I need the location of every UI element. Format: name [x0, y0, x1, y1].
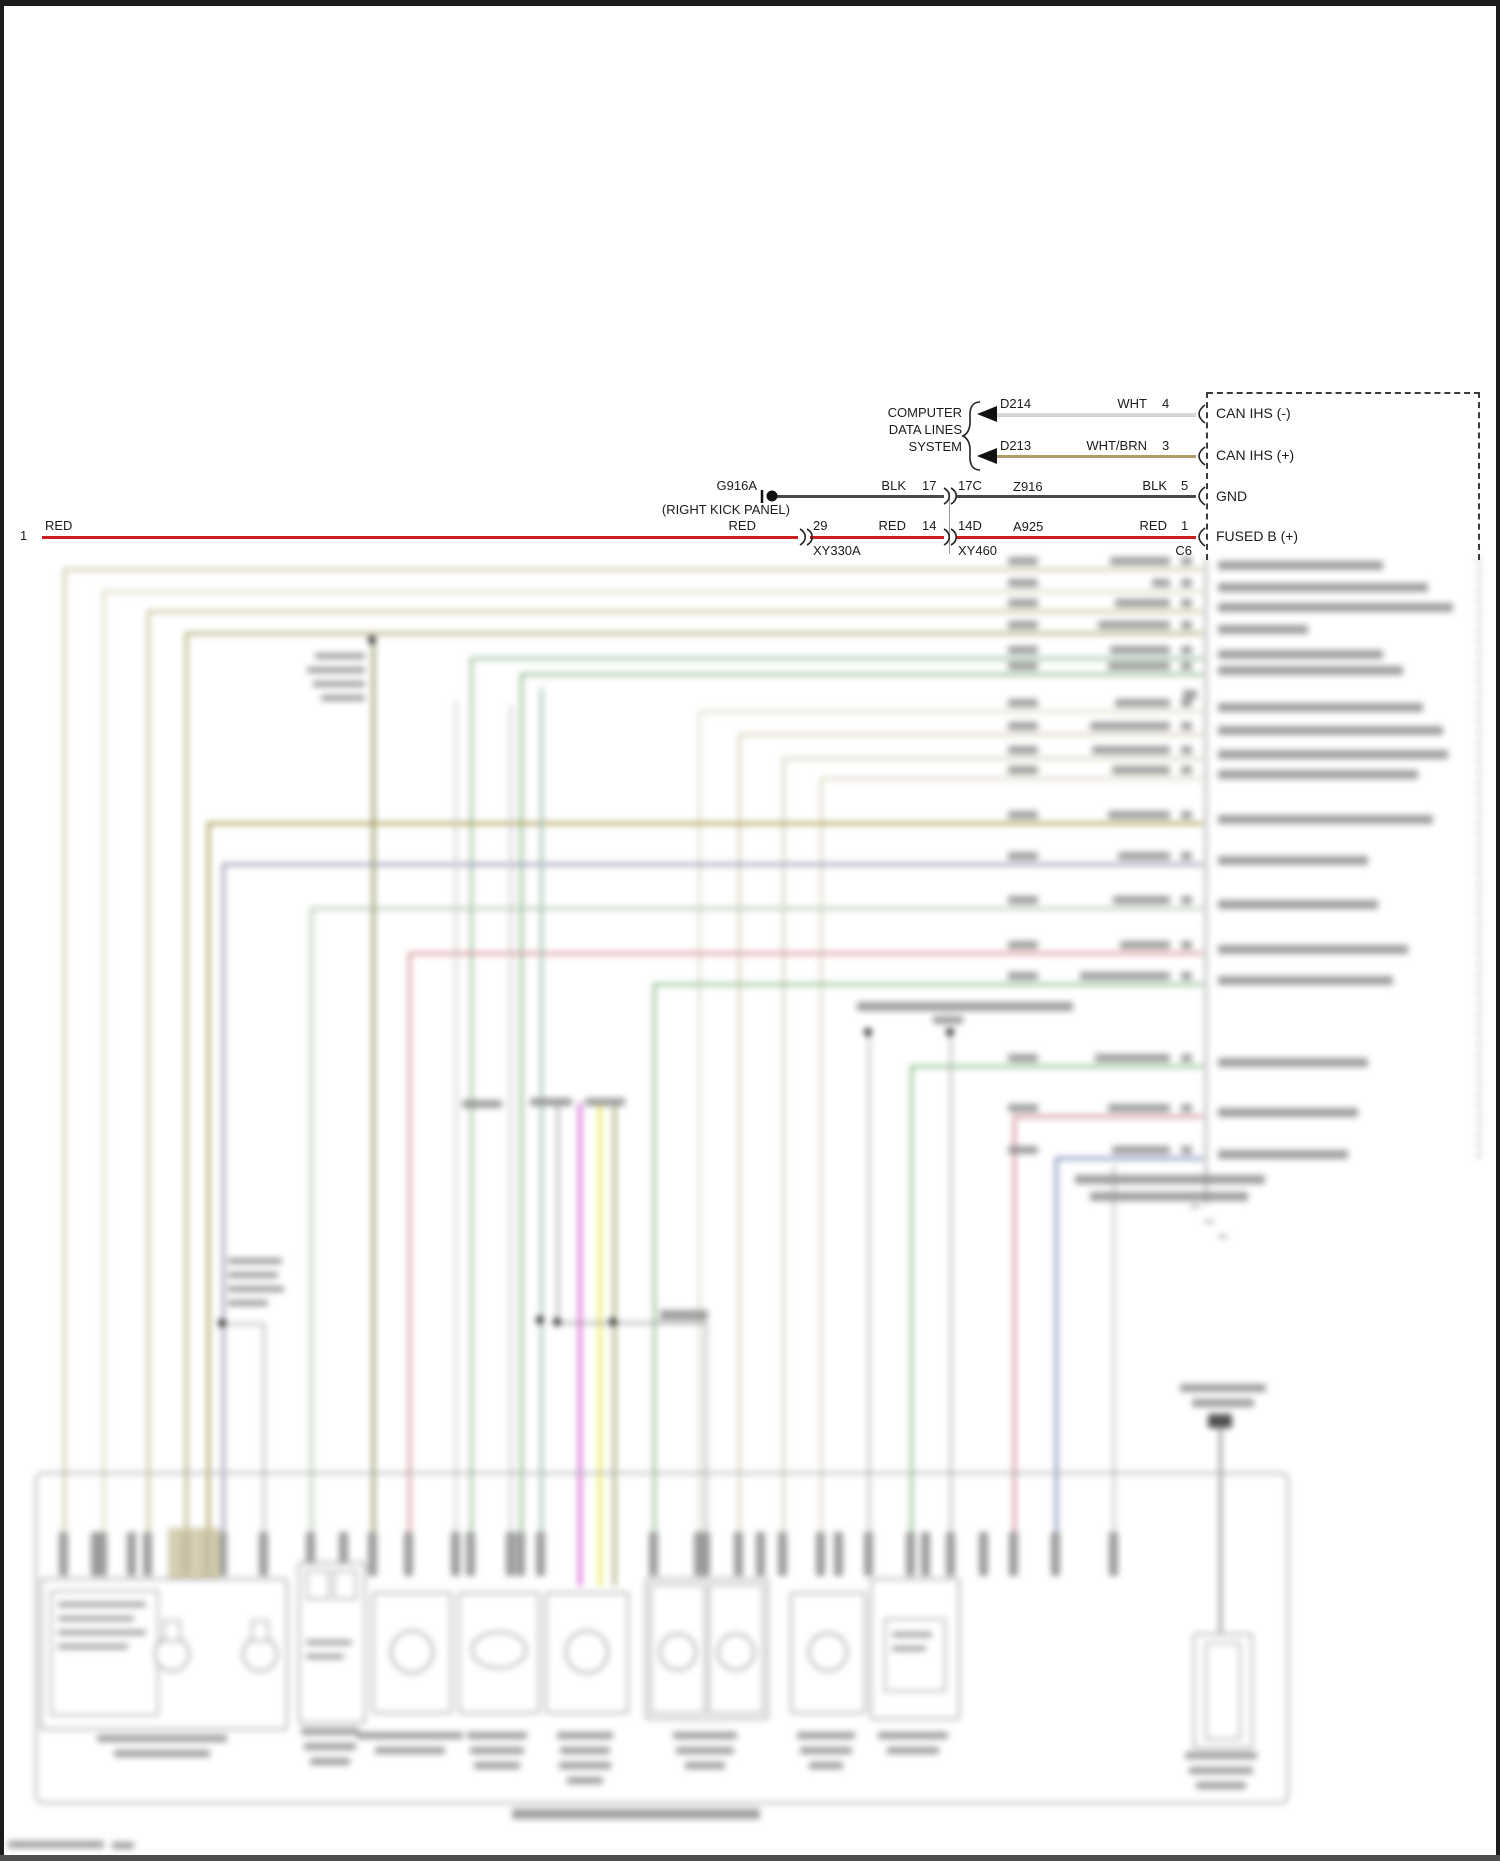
- blurred-text: [1115, 699, 1170, 707]
- blurred-wire-vertical: [950, 1032, 952, 1532]
- blurred-text: [1218, 815, 1433, 824]
- blurred-wire-horizontal: [222, 1323, 263, 1325]
- blurred-wire-horizontal: [820, 777, 1203, 780]
- blurred-wire-horizontal: [408, 952, 1203, 955]
- blurred-text: [301, 1728, 359, 1735]
- blurred-text: [313, 681, 365, 687]
- blurred-wire-vertical: [310, 907, 313, 1532]
- blurred-wire-vertical: [868, 1032, 870, 1532]
- blurred-wire-vertical: [207, 822, 210, 1532]
- segment-label-14: 14: [922, 518, 937, 533]
- blurred-wire-horizontal: [520, 673, 1203, 676]
- segment-label-29: 29: [813, 518, 828, 533]
- blurred-text: [1008, 896, 1038, 904]
- component-inner: [163, 1620, 181, 1642]
- blurred-text: [462, 1100, 502, 1108]
- blurred-text: [1080, 972, 1170, 980]
- blurred-text: [1108, 1104, 1170, 1112]
- blurred-text: [8, 1841, 104, 1848]
- splice-dot-icon: [946, 1028, 954, 1036]
- blurred-text: [933, 1016, 963, 1024]
- splice-dot-icon: [553, 1318, 561, 1326]
- wire-color-label-red-left: RED: [45, 518, 73, 533]
- blurred-text: [310, 1758, 350, 1765]
- blurred-text: [1181, 621, 1192, 629]
- ground-location-label: (RIGHT KICK PANEL): [661, 502, 790, 517]
- blurred-text: [1181, 1146, 1192, 1154]
- blurred-wire-horizontal: [310, 907, 1203, 910]
- blurred-text: [58, 1616, 134, 1621]
- blurred-text: [1185, 1752, 1257, 1759]
- blurred-text: [800, 1747, 852, 1754]
- blurred-wire-horizontal: [910, 1065, 1203, 1068]
- blurred-text: [1120, 941, 1170, 949]
- blurred-wire-horizontal: [185, 632, 1203, 635]
- blurred-wire-vertical: [147, 610, 150, 1532]
- blurred-text: [1181, 1104, 1192, 1112]
- blurred-wire-vertical: [455, 700, 457, 1532]
- blurred-text: [1008, 746, 1038, 754]
- wire-color-label-red-b: RED: [878, 518, 906, 533]
- splice-dot-icon: [864, 1028, 872, 1036]
- blurred-text: [1008, 811, 1038, 819]
- blurred-text: [1218, 1150, 1348, 1159]
- blurred-wire-vertical: [540, 688, 543, 1532]
- brace-icon: [963, 402, 980, 470]
- blurred-text: [892, 1632, 932, 1637]
- blurred-text: [676, 1747, 734, 1754]
- wire-color-label-wht: WHT: [1117, 396, 1147, 411]
- blurred-text: [1008, 646, 1038, 654]
- blurred-text: [228, 1272, 278, 1278]
- blurred-text: [1190, 1205, 1200, 1208]
- splice-dot-icon: [536, 1316, 544, 1324]
- blurred-text: [306, 1640, 352, 1645]
- blurred-wire-horizontal: [1013, 1115, 1203, 1118]
- circuit-label-z916: Z916: [1013, 479, 1043, 494]
- pin-number-5: 5: [1181, 478, 1189, 493]
- blurred-wire-horizontal: [470, 657, 1203, 660]
- blurred-text: [1218, 603, 1453, 612]
- blurred-wire-vertical: [222, 863, 225, 1532]
- blurred-wire-vertical: [820, 777, 823, 1532]
- connector-cavity-icon: [1199, 487, 1205, 505]
- splice-dot-icon: [218, 1319, 226, 1327]
- blurred-text: [1181, 599, 1192, 607]
- blurred-text: [307, 667, 365, 673]
- blurred-wire-vertical: [1013, 1115, 1016, 1532]
- blurred-text: [1218, 770, 1418, 779]
- arrow-left-icon: [977, 406, 997, 422]
- blurred-wire-vertical: [510, 705, 512, 1532]
- module-pin-name-can-high: CAN IHS (+): [1216, 447, 1295, 463]
- blurred-text: [1181, 941, 1192, 949]
- blurred-text: [1008, 941, 1038, 949]
- blurred-text: [1008, 662, 1038, 670]
- splice-icon: [944, 529, 956, 545]
- module-pin-name-can-low: CAN IHS (-): [1216, 405, 1291, 421]
- blurred-text: [1218, 650, 1383, 659]
- blurred-text: [1108, 811, 1170, 819]
- lamp-motor-icon: [659, 1633, 697, 1671]
- splice-icon: [944, 488, 956, 504]
- blurred-text: [1108, 662, 1170, 670]
- blurred-text: [228, 1258, 282, 1264]
- arrow-left-icon: [977, 448, 997, 464]
- blurred-text: [1181, 811, 1192, 819]
- blurred-wire-vertical: [372, 640, 375, 1532]
- blurred-text: [685, 1762, 725, 1769]
- blurred-text: [1075, 1175, 1265, 1184]
- wire-color-label-whtbrn: WHT/BRN: [1086, 438, 1147, 453]
- blurred-wire-vertical: [557, 1100, 559, 1322]
- blurred-text: [878, 1732, 948, 1739]
- splice-dot-icon: [609, 1318, 617, 1326]
- connector-cavity-icon: [1199, 528, 1205, 546]
- blurred-wire-horizontal: [1055, 1157, 1203, 1160]
- component-inner: [333, 1570, 357, 1600]
- blurred-text: [304, 1743, 356, 1750]
- blurred-text: [887, 1747, 939, 1754]
- blurred-text: [1218, 726, 1443, 735]
- blurred-text: [228, 1300, 268, 1306]
- component-inner: [50, 1590, 159, 1716]
- blurred-text: [1008, 722, 1038, 730]
- blurred-text: [557, 1732, 613, 1739]
- blurred-text: [1110, 646, 1170, 654]
- blurred-text: [585, 1098, 625, 1106]
- component-inner: [1205, 1642, 1241, 1740]
- connector-cavity-icon: [1199, 447, 1205, 465]
- ground-dot-icon: [767, 491, 778, 502]
- blurred-wire-horizontal: [698, 710, 1203, 713]
- pin-number-3: 3: [1162, 438, 1170, 453]
- blurred-text: [1218, 945, 1408, 954]
- blurred-text: [1008, 1054, 1038, 1062]
- blurred-text: [1218, 900, 1378, 909]
- blurred-text: [58, 1602, 146, 1607]
- wire-color-label-blk-b: BLK: [1142, 478, 1167, 493]
- inline-connector-label-xy330a: XY330A: [813, 543, 861, 558]
- blurred-text: [1118, 852, 1170, 860]
- blurred-text: [1218, 976, 1393, 985]
- blurred-text: [1008, 852, 1038, 860]
- blurred-text: [1204, 1220, 1214, 1223]
- component-inner: [884, 1618, 946, 1692]
- blurred-text: [467, 1732, 527, 1739]
- blurred-text: [1218, 856, 1368, 865]
- lamp-motor-icon: [390, 1630, 434, 1674]
- blurred-text: [1181, 662, 1192, 670]
- blurred-text: [1218, 625, 1308, 634]
- blurred-text: [1008, 1104, 1038, 1112]
- ground-ref-label: G916A: [716, 478, 757, 493]
- blurred-wire-vertical: [63, 568, 66, 1532]
- blurred-text: [1095, 1054, 1170, 1062]
- blurred-text: [1218, 750, 1448, 759]
- blurred-text: [1008, 972, 1038, 980]
- system-label-line3: SYSTEM: [908, 439, 962, 454]
- blurred-text: [559, 1762, 611, 1769]
- pin-number-4: 4: [1162, 396, 1170, 411]
- blurred-wire-horizontal: [222, 863, 1203, 866]
- segment-label-17c: 17C: [958, 478, 982, 493]
- blurred-text: [892, 1646, 926, 1651]
- blurred-text: [1181, 746, 1192, 754]
- blurred-text: [1090, 1192, 1248, 1201]
- blurred-text: [1181, 766, 1192, 774]
- system-label-line2: DATA LINES: [888, 422, 962, 437]
- lamp-motor-icon: [808, 1632, 848, 1672]
- blurred-text: [357, 1732, 463, 1739]
- blurred-text: [58, 1630, 146, 1635]
- blurred-text: [1181, 722, 1192, 730]
- blurred-text: [1112, 766, 1170, 774]
- blurred-wire-vertical: [653, 983, 656, 1532]
- blurred-text: [1092, 746, 1170, 754]
- module-connector-label-c6: C6: [1175, 543, 1192, 558]
- blurred-wire-horizontal: [782, 757, 1203, 760]
- blurred-text: [1183, 690, 1197, 699]
- blurred-text: [474, 1762, 520, 1769]
- inline-connector-label-xy460: XY460: [958, 543, 998, 558]
- blurred-wire-horizontal: [557, 1322, 705, 1324]
- module-box-right-edge-blur: [1478, 558, 1480, 1158]
- blurred-wire-horizontal: [207, 822, 1203, 825]
- blurred-text: [114, 1750, 210, 1757]
- blurred-text: [530, 1098, 572, 1106]
- blurred-text: [560, 1747, 610, 1754]
- blurred-text: [1008, 621, 1038, 629]
- lamp-motor-icon: [565, 1630, 609, 1674]
- blurred-wire-vertical: [910, 1065, 913, 1532]
- blurred-text: [673, 1732, 737, 1739]
- blurred-text: [1218, 1058, 1368, 1067]
- blurred-text: [1008, 699, 1038, 707]
- blurred-text: [660, 1310, 708, 1320]
- blurred-text: [1115, 599, 1170, 607]
- wire-color-label-red-a: RED: [728, 518, 756, 533]
- blurred-text: [306, 1654, 344, 1659]
- blurred-text: [797, 1732, 855, 1739]
- blurred-text: [375, 1747, 445, 1754]
- wire-color-label-red-c: RED: [1139, 518, 1167, 533]
- blurred-text: [1218, 666, 1403, 675]
- blurred-wire-vertical: [102, 590, 105, 1532]
- blurred-connector: [1208, 1414, 1232, 1428]
- blurred-wire-horizontal: [653, 983, 1203, 986]
- blurred-wire-vertical: [408, 952, 411, 1532]
- wire-color-label-blk-a: BLK: [881, 478, 906, 493]
- blurred-text: [1218, 1108, 1358, 1117]
- blurred-text: [58, 1644, 128, 1649]
- blurred-wire-vertical: [698, 710, 701, 1532]
- connector-cavity-icon: [1199, 405, 1205, 423]
- blurred-wire-vertical: [470, 657, 473, 1532]
- component-inner: [251, 1620, 269, 1642]
- blurred-text: [321, 695, 365, 701]
- lamp-motor-icon: [717, 1633, 755, 1671]
- segment-label-17: 17: [922, 478, 937, 493]
- blurred-text: [1196, 1782, 1246, 1789]
- system-label-line1: COMPUTER: [887, 405, 962, 420]
- page-ref-number: 1: [20, 528, 28, 543]
- lamp-motor-icon: [471, 1631, 527, 1669]
- blurred-text: [1181, 699, 1192, 707]
- blurred-wire-vertical: [738, 733, 741, 1532]
- blurred-text: [1008, 599, 1038, 607]
- blurred-text: [1189, 1767, 1253, 1774]
- blurred-text: [1218, 1235, 1228, 1238]
- segment-label-14d: 14D: [958, 518, 982, 533]
- blurred-text: [857, 1002, 1073, 1011]
- blurred-text: [1181, 896, 1192, 904]
- blurred-text: [1181, 972, 1192, 980]
- blurred-text: [1218, 703, 1423, 712]
- blurred-text: [1113, 896, 1170, 904]
- blurred-wire-horizontal: [147, 610, 1203, 613]
- blurred-text: [1181, 852, 1192, 860]
- blurred-text: [1192, 1399, 1254, 1407]
- blurred-wire-horizontal: [738, 733, 1203, 736]
- blurred-wire-vertical: [1205, 558, 1207, 1205]
- blurred-wire-vertical: [185, 632, 188, 1532]
- blurred-wire-vertical: [782, 757, 785, 1532]
- circuit-label-d213: D213: [1000, 438, 1032, 453]
- blurred-text: [567, 1777, 603, 1784]
- blurred-text: [1090, 722, 1170, 730]
- circuit-label-d214: D214: [1000, 396, 1032, 411]
- component-inner: [306, 1570, 330, 1600]
- blurred-text: [1008, 766, 1038, 774]
- blurred-text: [1008, 1146, 1038, 1154]
- blurred-text: [1180, 1384, 1266, 1392]
- blurred-text: [315, 653, 365, 659]
- blurred-text: [1112, 1146, 1170, 1154]
- blurred-text: [112, 1842, 134, 1849]
- blurred-text: [97, 1735, 227, 1742]
- blurred-text: [1098, 621, 1170, 629]
- splice-icon: [800, 529, 812, 545]
- splice-dot-icon: [368, 636, 376, 644]
- pin-number-1: 1: [1181, 518, 1189, 533]
- blurred-text: [1181, 1054, 1192, 1062]
- blurred-text: [470, 1747, 524, 1754]
- circuit-label-a925: A925: [1013, 519, 1044, 534]
- blurred-text: [512, 1809, 760, 1819]
- blurred-text: [1181, 646, 1192, 654]
- blurred-text: [228, 1286, 284, 1292]
- blurred-text: [809, 1762, 843, 1769]
- blurred-wire-vertical: [520, 673, 523, 1532]
- module-pin-name-gnd: GND: [1216, 488, 1248, 504]
- module-pin-name-fused-b: FUSED B (+): [1216, 528, 1299, 544]
